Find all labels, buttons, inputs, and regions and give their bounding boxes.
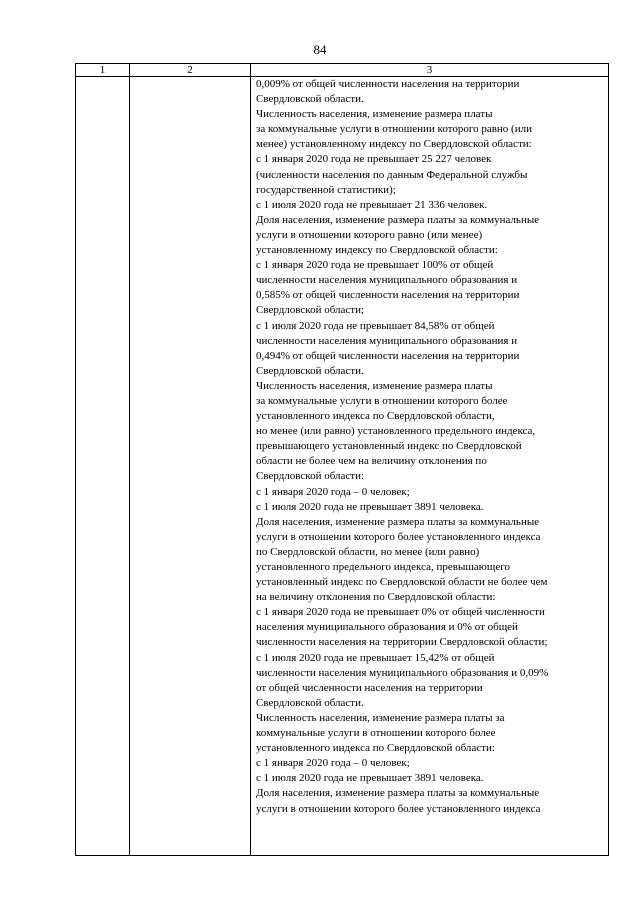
document-table [75, 63, 609, 856]
text-line: с 1 июля 2020 года не превышает 21 336 человек. [256, 198, 488, 211]
text-line: (численности населения по данным Федеральной службы [256, 168, 528, 181]
text-line: с 1 января 2020 года не превышает 0% от общей численности [256, 606, 545, 619]
text-line: услуги в отношении которого более установленного индекса [256, 530, 541, 543]
text-line: установленному индексу по Свердловской области: [256, 244, 498, 257]
text-line: Численность населения, изменение размера платы [256, 379, 493, 392]
text-line: установленного предельного индекса, превышающего [256, 561, 510, 573]
column-header-3: 3 [251, 64, 609, 77]
text-line: Численность населения, изменение размера платы за [256, 711, 505, 724]
cell-col3-text [251, 77, 608, 817]
text-line: с 1 июля 2020 года не превышает 15,42% от общей [256, 651, 495, 664]
text-line: численности населения муниципального образования и [256, 274, 518, 287]
text-line: 0,009% от общей численности населения на территории [256, 78, 520, 90]
text-line: установленного индекса по Свердловской области, [256, 410, 495, 423]
text-line: 0,585% от общей численности населения на территории [256, 289, 520, 302]
text-line: Свердловской области. [256, 93, 364, 106]
text-line: Доля населения, изменение размера платы за коммунальные [256, 515, 540, 528]
text-line: Доля населения, изменение размера платы за коммунальные [256, 213, 540, 226]
cell-col3 [251, 77, 609, 856]
text-line: Свердловской области: [256, 470, 365, 483]
text-line: Численность населения, изменение размера платы [256, 108, 493, 121]
text-line: с 1 января 2020 года не превышает 25 227 человек [256, 153, 492, 166]
text-line: численности населения на территории Свердловской области; [256, 636, 548, 649]
text-line: населения муниципального образования и 0% от общей [256, 621, 518, 634]
text-line: области не более чем на величину отклонения по [256, 455, 487, 468]
text-line: менее) установленному индексу по Свердловской области: [256, 138, 532, 151]
text-line: услуги в отношении которого более установленного индекса [256, 802, 541, 815]
column-header-1: 1 [76, 64, 130, 77]
text-line: за коммунальные услуги в отношении которого равно (или [256, 123, 532, 136]
text-line: с 1 января 2020 года – 0 человек; [256, 757, 410, 770]
text-line: Свердловской области. [256, 364, 364, 377]
text-line: с 1 января 2020 года – 0 человек; [256, 485, 410, 498]
text-line: Доля населения, изменение размера платы за коммунальные [256, 787, 540, 800]
text-line: численности населения муниципального образования и 0,09% [256, 666, 549, 679]
text-line: государственной статистики); [256, 183, 396, 196]
text-line: от общей численности населения на территории [256, 681, 483, 694]
text-line: с 1 января 2020 года не превышает 100% от общей [256, 259, 494, 272]
text-line: с 1 июля 2020 года не превышает 3891 человека. [256, 500, 484, 513]
cell-col2 [130, 77, 251, 856]
column-header-2: 2 [130, 64, 251, 77]
table-header-row [76, 64, 609, 77]
text-line: численности населения муниципального образования и [256, 334, 518, 347]
text-line: 0,494% от общей численности населения на территории [256, 349, 520, 362]
text-line: установленного индекса по Свердловской области: [256, 742, 495, 755]
table-row [76, 77, 609, 856]
text-line: установленный индекс по Свердловской области не более чем [256, 576, 548, 589]
text-line: Свердловской области. [256, 696, 364, 709]
text-line: услуги в отношении которого равно (или менее) [256, 228, 483, 241]
text-line: за коммунальные услуги в отношении которого более [256, 394, 508, 407]
text-line: с 1 июля 2020 года не превышает 84,58% от общей [256, 319, 495, 332]
text-line: Свердловской области; [256, 304, 365, 317]
page-number: 84 [313, 42, 327, 57]
text-line: коммунальные услуги в отношении которого более [256, 727, 496, 740]
text-line: по Свердловской области, но менее (или равно) [256, 545, 480, 558]
text-line: с 1 июля 2020 года не превышает 3891 человека. [256, 772, 484, 785]
text-line: но менее (или равно) установленного предельного индекса, [256, 425, 536, 438]
cell-col1 [76, 77, 130, 856]
text-line: на величину отклонения по Свердловской области: [256, 591, 496, 604]
text-line: превышающего установленный индекс по Свердловской [256, 440, 522, 453]
